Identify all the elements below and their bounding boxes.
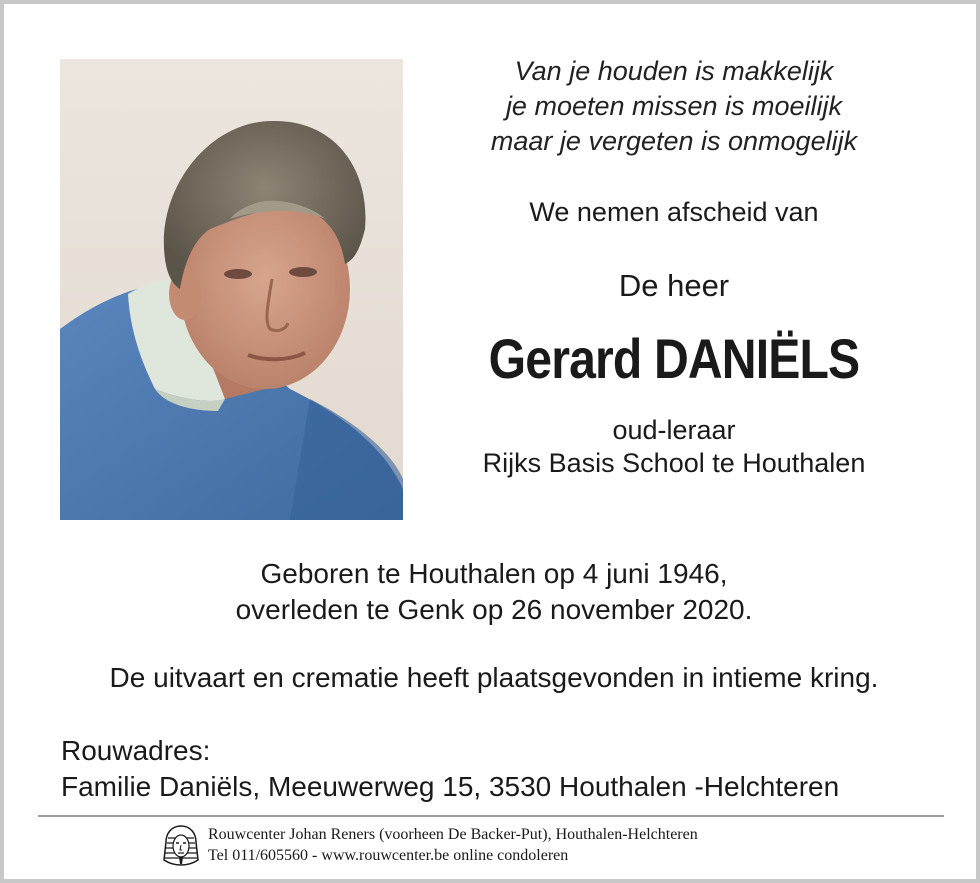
- poem-line: je moeten missen is moeilijk: [505, 91, 843, 121]
- farewell-text: We nemen afscheid van: [529, 197, 819, 227]
- portrait-photo: [60, 59, 403, 520]
- life-dates: [4, 556, 980, 628]
- occupation-title: oud-leraar: [612, 415, 736, 445]
- footer-line-contact: Tel 011/605560 - www.rouwcenter.be online condoleren: [208, 847, 569, 864]
- portrait-illustration: [60, 59, 403, 520]
- footer-divider: [38, 815, 944, 817]
- address-label: Rouwadres:: [61, 735, 211, 766]
- deceased-name: Gerard DANIËLS: [488, 327, 860, 390]
- occupation: [414, 414, 934, 480]
- poem-line: maar je vergeten is onmogelijk: [490, 126, 858, 156]
- poem: [414, 54, 934, 159]
- death-line: overleden te Genk op 26 november 2020.: [235, 594, 753, 625]
- address-value: Familie Daniëls, Meeuwerweg 15, 3530 Houthalen -Helchteren: [61, 771, 840, 802]
- mourning-address: [61, 733, 839, 805]
- announcement-column: [414, 54, 934, 480]
- ceremony-text: De uitvaart en crematie heeft plaatsgevonden in intieme kring.: [109, 662, 879, 693]
- footer-text: [208, 824, 698, 866]
- poem-line: Van je houden is makkelijk: [514, 56, 834, 86]
- birth-line: Geboren te Houthalen op 4 juni 1946,: [260, 558, 728, 589]
- funeral-home-footer: [162, 822, 698, 868]
- footer-line-name: Rouwcenter Johan Reners (voorheen De Backer-Put), Houthalen-Helchteren: [208, 826, 698, 843]
- occupation-school: Rijks Basis School te Houthalen: [482, 448, 866, 478]
- honorific: De heer: [618, 268, 730, 303]
- pharaoh-head-icon: [162, 824, 200, 866]
